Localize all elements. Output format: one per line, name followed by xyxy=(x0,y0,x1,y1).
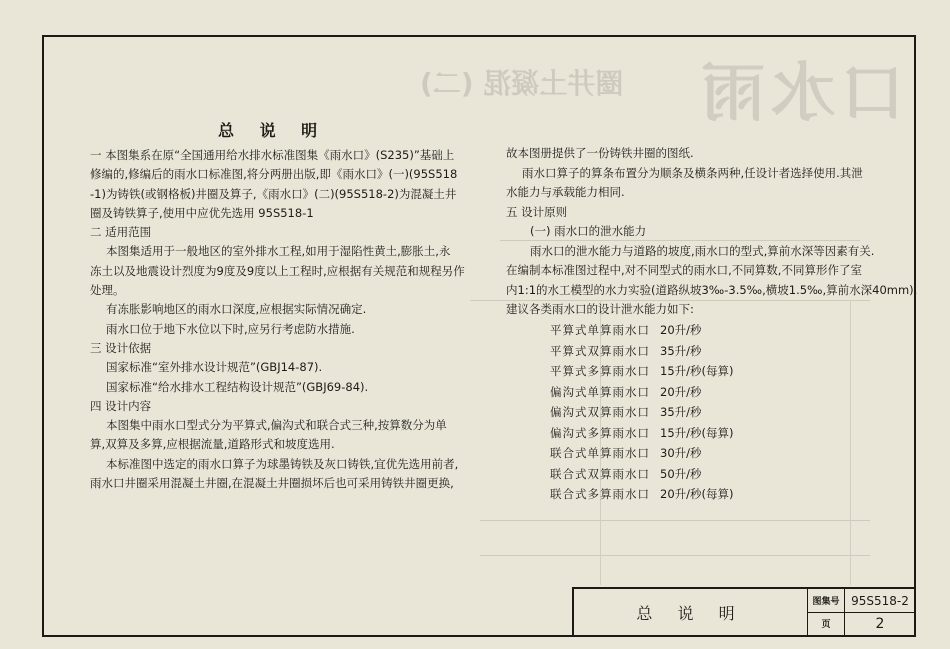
text-line: 在编制本标准图过程中,对不同型式的雨水口,不同算数,不同算形作了室 xyxy=(506,263,862,277)
drainage-capacity-table xyxy=(550,320,733,505)
inlet-type: 平算式单算雨水口 xyxy=(550,323,650,337)
text-line: 内1:1的水工模型的水力实验(道路纵坡3‰-3.5‰,横坡1.5‰,算前水深40mm), xyxy=(506,282,918,297)
text-line: -1)为铸铁(或钢格板)井圈及算子,《雨水口》(二)(95S518-2)为混凝土井 xyxy=(90,186,457,201)
inlet-type: 联合式单算雨水口 xyxy=(550,446,650,460)
table-row xyxy=(550,443,733,464)
bleed-through-title: 口水雨 xyxy=(695,57,905,131)
text-line: 本图集适用于一般地区的室外排水工程,如用于湿陷性黄土,膨胀土,永 xyxy=(106,244,451,259)
table-row xyxy=(550,341,733,362)
text-line: 雨水口的泄水能力与道路的坡度,雨水口的型式,算前水深等因素有关. xyxy=(530,243,875,258)
title-block-name: 总 说 明 xyxy=(574,589,808,635)
inlet-type: 偏沟式双算雨水口 xyxy=(550,405,650,419)
table-row xyxy=(550,464,733,485)
inlet-type: 联合式多算雨水口 xyxy=(550,487,650,501)
text-line: 国家标准“给水排水工程结构设计规范”(GBJ69-84). xyxy=(106,379,369,394)
inlet-capacity: 35升/秒 xyxy=(660,343,702,358)
table-row xyxy=(550,382,733,403)
text-line: 国家标准“室外排水设计规范”(GBJ14-87). xyxy=(106,360,323,375)
right-text-column xyxy=(506,144,918,320)
left-text-column xyxy=(90,146,475,493)
inlet-capacity: 15升/秒(每算) xyxy=(660,425,734,440)
text-line: 冻土以及地震设计烈度为9度及9度以上工程时,应根据有关规范和规程另作 xyxy=(90,263,465,278)
table-row xyxy=(550,320,733,341)
inlet-type: 偏沟式多算雨水口 xyxy=(550,425,650,440)
inlet-capacity: 30升/秒 xyxy=(660,446,702,460)
table-row xyxy=(550,484,733,505)
table-row xyxy=(550,423,733,444)
page-label: 页 xyxy=(808,612,845,635)
text-line: 建议各类雨水口的设计泄水能力如下: xyxy=(506,302,694,316)
text-line: 二 适用范围 xyxy=(90,225,152,240)
inlet-type: 偏沟式单算雨水口 xyxy=(550,384,650,399)
inlet-capacity: 20升/秒 xyxy=(660,323,702,337)
title-block xyxy=(572,587,914,635)
inlet-capacity: 20升/秒(每算) xyxy=(660,487,734,501)
text-line: 雨水口算子的算条布置分为顺条及横条两种,任设计者选择使用.其泄 xyxy=(522,165,863,180)
text-line: 雨水口井圈采用混凝土井圈,在混凝土井圈损坏后也可采用铸铁井圈更换, xyxy=(90,476,454,491)
text-line: 处理。 xyxy=(90,283,125,298)
page-number: 2 xyxy=(875,615,885,632)
text-line: 四 设计内容 xyxy=(90,398,152,413)
inlet-type: 平算式多算雨水口 xyxy=(550,364,650,378)
atlas-no-label: 图集号 xyxy=(808,589,845,613)
text-line: 三 设计依据 xyxy=(90,340,152,355)
text-line: 本标准图中选定的雨水口算子为球墨铸铁及灰口铸铁,宜优先选用前者, xyxy=(106,456,459,471)
text-line: 一 本图集系在原“全国通用给水排水标准图集《雨水口》(S235)”基础上 xyxy=(90,148,455,162)
table-row xyxy=(550,361,733,382)
inlet-capacity: 15升/秒(每算) xyxy=(660,364,734,378)
text-line: 故本图册提供了一份铸铁井圈的图纸. xyxy=(506,146,694,160)
text-line: 本图集中雨水口型式分为平算式,偏沟式和联合式三种,按算数分为单 xyxy=(106,418,447,433)
text-line: 雨水口位于地下水位以下时,应另行考虑防水措施. xyxy=(106,321,355,336)
inlet-type: 平算式双算雨水口 xyxy=(550,343,650,358)
text-line: 圈及铸铁算子,使用中应优先选用 95S518-1 xyxy=(90,205,314,220)
page-title: 总 说 明 xyxy=(218,121,328,140)
inlet-capacity: 35升/秒 xyxy=(660,405,702,419)
bleed-through-subtitle: 圈井土凝混 (二) xyxy=(420,67,624,100)
text-line: 有冻胀影响地区的雨水口深度,应根据实际情况确定. xyxy=(106,302,367,317)
text-line: 修编的,修编后的雨水口标准图,将分两册出版,即《雨水口》(一)(95S518 xyxy=(90,167,458,182)
atlas-no: 95S518-2 xyxy=(845,589,915,613)
inlet-capacity: 50升/秒 xyxy=(660,466,702,481)
text-line: 五 设计原则 xyxy=(506,204,568,219)
text-line: (一) 雨水口的泄水能力 xyxy=(530,224,647,238)
inlet-type: 联合式双算雨水口 xyxy=(550,466,650,481)
inlet-capacity: 20升/秒 xyxy=(660,384,702,399)
text-line: 水能力与承载能力相同. xyxy=(506,185,625,199)
table-row xyxy=(550,402,733,423)
text-line: 算,双算及多算,应根据流量,道路形式和坡度选用. xyxy=(90,437,335,452)
